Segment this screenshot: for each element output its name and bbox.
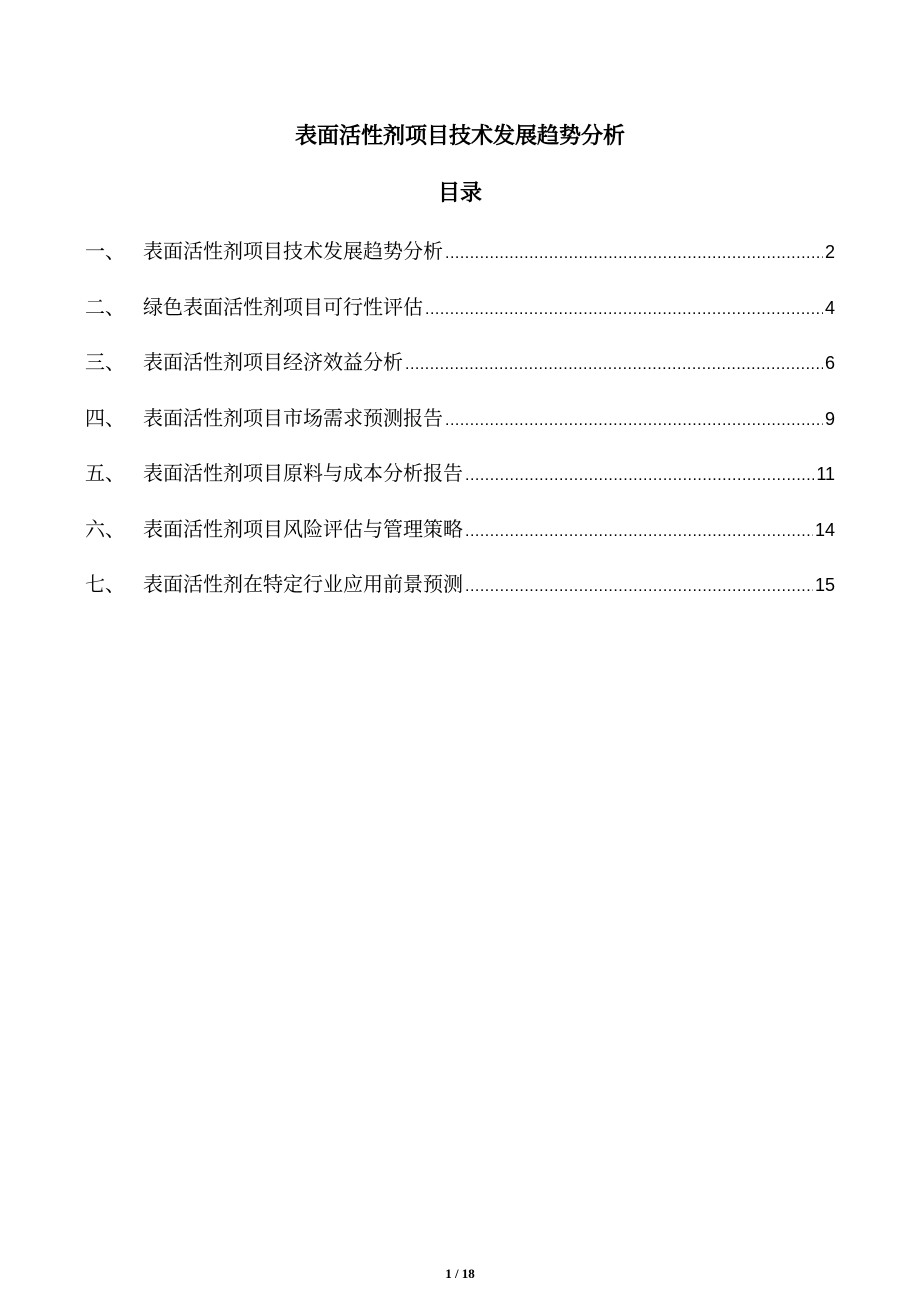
toc-entry-page: 2 <box>824 242 835 262</box>
toc-entry-number: 五、 <box>85 461 125 485</box>
toc-entry-title: 表面活性剂在特定行业应用前景预测 <box>143 572 463 596</box>
toc-entry-page: 14 <box>814 519 835 540</box>
toc-entry-page: 4 <box>824 297 835 318</box>
toc-entry-number: 三、 <box>85 350 125 374</box>
toc-entry-4[interactable] <box>85 403 835 459</box>
toc-dot-leader <box>445 406 823 436</box>
toc-entry-number: 六、 <box>85 516 125 541</box>
toc-entry-number: 四、 <box>85 405 125 430</box>
toc-entry-number: 七、 <box>85 572 125 596</box>
toc-dot-leader <box>465 461 814 491</box>
toc-entry-3[interactable] <box>85 347 835 403</box>
toc-entry-6[interactable] <box>85 514 835 570</box>
toc-entry-title: 表面活性剂项目技术发展趋势分析 <box>143 239 443 263</box>
toc-entry-title: 表面活性剂项目市场需求预测报告 <box>143 405 443 430</box>
page-number-footer: 1 / 18 <box>445 1266 475 1281</box>
document-title: 表面活性剂项目技术发展趋势分析 <box>294 124 625 149</box>
toc-dot-leader <box>465 517 813 547</box>
toc-entry-5[interactable] <box>85 458 835 514</box>
toc-entry-2[interactable] <box>85 292 835 348</box>
toc-entry-number: 二、 <box>85 294 125 319</box>
toc-entry-7[interactable] <box>85 569 835 625</box>
table-of-contents <box>85 236 835 625</box>
toc-entry-page: 15 <box>814 575 835 595</box>
toc-entry-title: 表面活性剂项目原料与成本分析报告 <box>143 461 463 485</box>
toc-entry-page: 11 <box>816 464 835 484</box>
toc-entry-title: 表面活性剂项目经济效益分析 <box>143 350 403 374</box>
toc-entry-title: 表面活性剂项目风险评估与管理策略 <box>143 516 463 541</box>
toc-entry-number: 一、 <box>85 239 125 263</box>
toc-entry-page: 9 <box>824 408 835 429</box>
toc-dot-leader <box>425 295 823 325</box>
toc-entry-page: 6 <box>824 353 835 373</box>
toc-entry-title: 绿色表面活性剂项目可行性评估 <box>143 294 423 319</box>
toc-dot-leader <box>405 350 823 380</box>
toc-heading: 目录 <box>437 181 482 206</box>
toc-dot-leader <box>445 239 823 269</box>
toc-dot-leader <box>465 572 813 602</box>
toc-entry-1[interactable] <box>85 236 835 292</box>
